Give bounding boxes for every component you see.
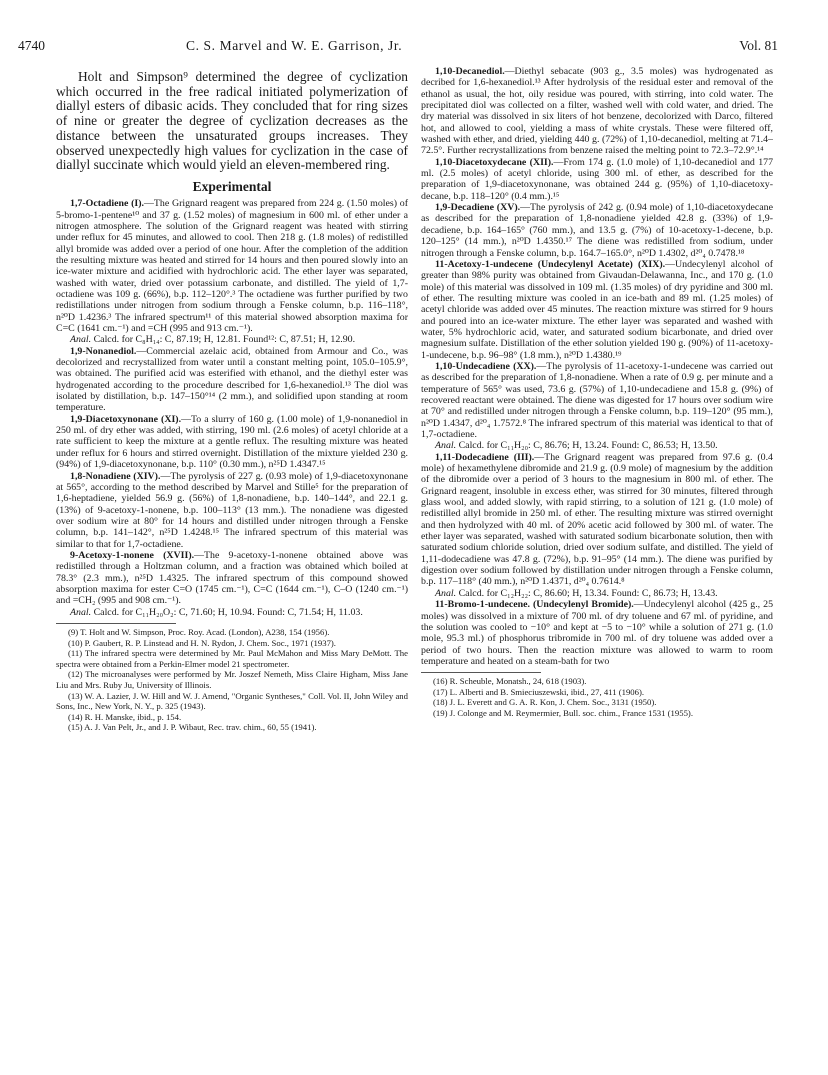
page-header [18,38,778,58]
paragraph-text: —Undecylenyl alcohol of greater than 98% purity was obtained from Givaudan-Delawanna, Inc., and 170 g. (1.0 mole) of this material was dissolved in 109 ml. (1.35 moles) of dry pyridine and 300 ml. of ether. The resulting mixture was cooled in an ice-bath and 89 ml. (1.25 moles) of acetyl chloride was added over 45 minutes. The reaction mixture was stirred for 9 hours and poured into an ice-water mixture. The ether layer was separated and washed with water, 5% hydrochloric acid, water, and saturated sodium bicarbonate, and dried over magnesium sulfate. Distillation of the ether solution yielded 190 g. (90%) of 11-acetoxy-1-undecene, b.p. 96–98° (1.8 mm.), n²⁰D 1.4380.¹⁹ [421,258,774,361]
paragraph-text: —The Grignard reagent was prepared from 224 g. (1.50 moles) of 5-bromo-1-pentene¹⁰ and 37 g. (1.52 moles) of magnesium in 600 ml. of ether under a nitrogen atmosphere. The solution of the Grignard reagent was heated with stirring under reflux for 45 minutes, and allowed to cool. Then 218 g. (1.8 moles) of redistilled allyl bromide was added over a period of one hour. After the completion of the addition the resulting mixture was heated and stirred for 14 hours and then poured slowly into an ice-water mixture and acidified with hydrochloric acid. The ether layer was separated, washed with water, dried over potassium carbonate, and distilled. The yield of 1,7-octadiene was 109 g. (66%), b.p. 112–120°.³ The octadiene was further purified by two redistillations under nitrogen from sodium through a Fenske column, b.p. 116–118°, n²⁰D 1.4236.³ The infrared spectrum¹¹ of this material showed absorption maxima for C=C (1641 cm.⁻¹) and =CH (995 and 913 cm.⁻¹). [56,198,408,335]
paragraph-heading: 1,10-Undecadiene (XX). [435,360,537,372]
footnote: (19) J. Colonge and M. Reymermier, Bull. soc. chim., France 1531 (1955). [433,708,693,718]
left-footnotes [56,627,408,733]
footnote: (13) W. A. Lazier, J. W. Hill and W. J. Amend, "Organic Syntheses," Coll. Vol. II, John Wiley and Sons, Inc., New York, N. Y., p. 325 (1943). [56,690,408,712]
paragraph [56,471,408,550]
paragraph-heading: 1,7-Octadiene (I). [70,198,145,210]
paragraph-heading: 1,11-Dodecadiene (III). [435,451,535,463]
paragraph-text: —Undecylenyl alcohol (425 g., 25 moles) was dissolved in a mixture of 700 ml. of dry toluene and 67 ml. of pyridine, and the solution was cooled to −10° and kept at −5 to −10° while a solution of 271 g. (1.0 mole, 95.3 ml.) of phosphorus tribromide in 700 ml. of dry toluene was added over a period of two hours. Then the reaction mixture was allowed to warm to room temperature and heated on a steam-bath for two [421,599,774,667]
paragraph-text: —The 9-acetoxy-1-nonene obtained above was redistilled through a Holtzman column, and a fraction was obtained which boiled at 78.3° (2.3 mm.), n²⁵D 1.4325. The infrared spectrum of this compound showed absorption maxima for ester C=O (1745 cm.⁻¹), C=C (1644 cm.⁻¹), C–O (1240 cm.⁻¹) and =CH₂ (995 and 908 cm.⁻¹). [56,549,408,607]
running-title: C. S. Marvel and W. E. Garrison, Jr. [186,38,403,53]
footnote: (11) The infrared spectra were determined by Mr. Paul McMahon and Miss Mary DeMott. The spectra were obtained from a Perkin-Elmer model 21 spectrometer. [56,648,408,669]
paragraph [421,157,773,202]
footnote: (15) A. J. Van Pelt, Jr., and J. P. Wibaut, Rec. trav. chim., 60, 55 (1941). [68,722,317,733]
paragraph-text: —From 174 g. (1.0 mole) of 1,10-decanediol and 177 ml. (2.5 moles) of acetyl chloride, using 300 ml. of ether, as described for the preparation of 1,9-diacetoxynonane, was obtained 244 g. (95%) of 1,10-diacetoxy-decane, b.p. 118–120° (0.4 mm.).¹⁵ [421,156,774,202]
paragraph-text: —The pyrolysis of 242 g. (0.94 mole) of 1,10-diacetoxydecane as described for the preparation of 1,8-nonadiene yielded 42.8 g. (33%) of 1,9-decadiene, b.p. 164–165° (760 mm.), and 13.5 g. (7%) of 10-acetoxy-1-decene, b.p. 120–125° (14 mm.), n²⁰D 1.4350.¹⁷ The diene was redistilled from sodium, under nitrogen through a Fenske column, b.p. 164.7–165.0°, n²⁰D 1.4302, d²⁰₄ 0.7478.¹⁸ [421,202,773,259]
paragraph-text: Calcd. for C₁₂H₂₂: C, 86.60; H, 13.34. Found: C, 86.73; H, 13.43. [456,587,718,599]
section-title: Experimental [192,178,272,194]
paragraph [421,259,773,361]
footnote-rule [421,672,541,673]
right-paragraphs [421,66,773,667]
intro-paragraph: Holt and Simpson⁹ determined the degree of cyclization which occurred in the free radical initiated polymerization of diallyl esters of dibasic acids. They concluded that for ring sizes of nine or greater the degree of cyclization decreases as the distance between the unsaturated groups increases. They observed unexpectedly high values for cyclization in the case of diallyl succinate which would yield an eleven-membered ring. [56,69,408,173]
footnote: (14) R. H. Manske, ibid., p. 154. [68,711,182,722]
paragraph-text: —The pyrolysis of 227 g. (0.93 mole) of 1,9-diacetoxynonane at 565°, according to the method described by Marvel and Stille⁵ for the preparation of 1,6-heptadiene, yielded 56.9 g. (56%) of 1,8-nonadiene, b.p. 140–144°, and 22.1 g. (13%) of 9-acetoxy-1-nonene, b.p. 100–113° (13 mm.). The nonadiene was digested over sodium wire at 80° for 14 hours and distilled under nitrogen through a Fenske column, b.p. 141–142°, n²⁵D 1.4248.¹⁵ The infrared spectrum of this material was similar to that for 1,7-octadiene. [56,470,409,550]
left-column [56,66,408,733]
footnote: (9) T. Holt and W. Simpson, Proc. Roy. Acad. (London), A238, 154 (1956). [68,626,330,637]
paragraph [56,550,408,607]
paragraph [421,202,773,259]
paragraph [56,198,408,334]
paragraph [421,588,773,599]
footnote: (12) The microanalyses were performed by Mr. Joszef Nemeth, Miss Claire Higham, Miss Jane Liu and Mrs. Ruby Ju, University of Illinois. [56,669,408,690]
paragraph [56,607,408,618]
paragraph-heading: 11-Acetoxy-1-undecene (Undecylenyl Acetate) (XIX). [435,258,666,270]
left-paragraphs [56,198,408,618]
paragraph-text: —Diethyl sebacate (903 g., 3.5 moles) was hydrogenated as decribed for 1,6-hexanediol.¹³ After hydrolysis of the residual ester and removal of the ethanol as usual, the hot, oily residue was poured, with stirring, into cold water. The precipitated diol was collected on a filter, washed well with cold water, and dried. The dry material was dissolved in six liters of hot benzene, decolorized with Darco, filtered hot, and allowed to cool, yielding a mass of white crystals. These were filtered off, washed with ether, and dried, yielding 440 g. (72%) of 1,10-decanediol, melting at 71.4–72.5°. Further recrystallizations from benzene raised the melting point to 72.3–72.9°.¹⁴ [421,66,773,157]
paragraph-heading: Anal. [435,587,457,599]
paragraph [421,440,773,451]
paragraph-text: —To a slurry of 160 g. (1.00 mole) of 1,9-nonanediol in 250 ml. of dry ether was added, with stirring, 190 ml. (2.6 moles) of acetyl chloride at a rate sufficient to keep the mixture at a gentle reflux. The resulting mixture was heated under reflux for 6 hours and stirred overnight. Distillation of the mixture yielded 230 g. (94%) of 1,9-diacetoxynonane, b.p. 110° (0.30 mm.), n²⁵D 1.4347.¹⁵ [56,413,408,471]
footnote: (10) P. Gaubert, R. P. Linstead and H. N. Rydon, J. Chem. Soc., 1971 (1937). [68,637,336,648]
footnote: (16) R. Scheuble, Monatsh., 24, 618 (1903). [433,676,587,687]
right-footnotes [421,676,773,718]
paragraph-heading: 1,10-Decanediol. [435,66,505,77]
paragraph [421,599,773,667]
volume-label: Vol. 81 [739,38,778,53]
paragraph-heading: 1,9-Decadiene (XV). [435,202,521,214]
paragraph [421,452,773,588]
paragraph-heading: Anal. [435,440,457,452]
paragraph-heading: Anal. [70,606,92,618]
paragraph-text: Calcd. for C₁₁H₂₀O₂: C, 71.60; H, 10.94. Found: C, 71.54; H, 11.03. [91,606,363,618]
paragraph [421,361,773,440]
paragraph [56,334,408,345]
paragraph-heading: 9-Acetoxy-1-nonene (XVII). [70,549,195,561]
paragraph-text: Calcd. for C₁₁H₂₀: C, 86.76; H, 13.24. Found: C, 86.53; H, 13.50. [456,440,718,452]
right-column [421,66,773,719]
paragraph-text: —The pyrolysis of 11-acetoxy-1-undecene was carried out as described for the preparation of 1,8-nonadiene. When a rate of 0.9 g. per minute and a temperature of 565° was used, 73.6 g. (57%) of 1,10-undecadiene and 15.8 g. (9%) of recovered reactant were obtained. The diene was digested for 17 hours over sodium wire at 70° and redistilled under nitrogen through a Fenske column, b.p. 119–120° (95 mm.), n²⁰D 1.4347, d²⁰₄ 1.7572.⁸ The infrared spectrum of this material was identical to that of 1,7-octadiene. [421,360,773,440]
footnote-rule [56,623,176,624]
paragraph-heading: 1,10-Diacetoxydecane (XII). [435,156,554,168]
paragraph-heading: Anal. [70,334,92,346]
paragraph-text: Calcd. for C₈H₁₄: C, 87.19; H, 12.81. Found¹²: C, 87.51; H, 12.90. [91,334,356,346]
footnote: (17) L. Alberti and B. Smieciuszewski, ibid., 27, 411 (1906). [433,686,645,697]
paragraph [56,414,408,471]
paragraph-text: —Commercial azelaic acid, obtained from Armour and Co., was decolorized and recrystallized from water until a constant melting point, 105.0–105.9°, was obtained. The purified acid was esterified with ethanol, and the diethyl ester was hydrogenated according to the procedure described for 1,6-hexanediol.¹³ The diol was isolated by distillation, b.p. 147–150°¹⁴ (2 mm.), and solidified upon standing at room temperature. [56,345,408,414]
paragraph-heading: 11-Bromo-1-undecene. (Undecylenyl Bromide). [435,599,634,611]
paragraph [56,346,408,414]
paragraph-heading: 1,8-Nonadiene (XIV). [70,470,161,482]
footnote: (18) J. L. Everett and G. A. R. Kon, J. Chem. Soc., 3131 (1950). [433,697,657,708]
paragraph-heading: 1,9-Diacetoxynonane (XI). [70,413,182,425]
page-number: 4740 [18,38,45,53]
paragraph [421,66,773,157]
paragraph-text: —The Grignard reagent was prepared from 97.6 g. (0.4 mole) of hexamethylene dibromide and 21.9 g. (0.9 mole) of magnesium by the addition of the dibromide over a period of 3 hours to the magnesium in 800 ml. of ether. The Grignard reagent, insoluble in excess ether, was stirred for 30 minutes, filtered through glass wool, and added slowly, with rapid stirring, to a solution of 121 g. (1.0 mole) of redistilled allyl bromide in 250 ml. of ether. The resulting mixture was stirred overnight and then hydrolyzed with 40 ml. of 20% acetic acid followed by 300 ml. of water. The ether layer was separated, washed with saturated sodium bicarbonate solution, then with saturated sodium chloride solution, dried over sodium sulfate, and distilled. The yield of 1,11-dodecadiene was 47.8 g. (72%), b.p. 91–95° (14 mm.). The diene was purified by digestion over sodium followed by distillation under nitrogen through a Fenske column, b.p. 117–118° (40 mm.), n²⁰D 1.4371, d²⁰₄ 0.7614.⁸ [421,451,773,588]
paragraph-heading: 1,9-Nonanediol. [70,345,137,357]
